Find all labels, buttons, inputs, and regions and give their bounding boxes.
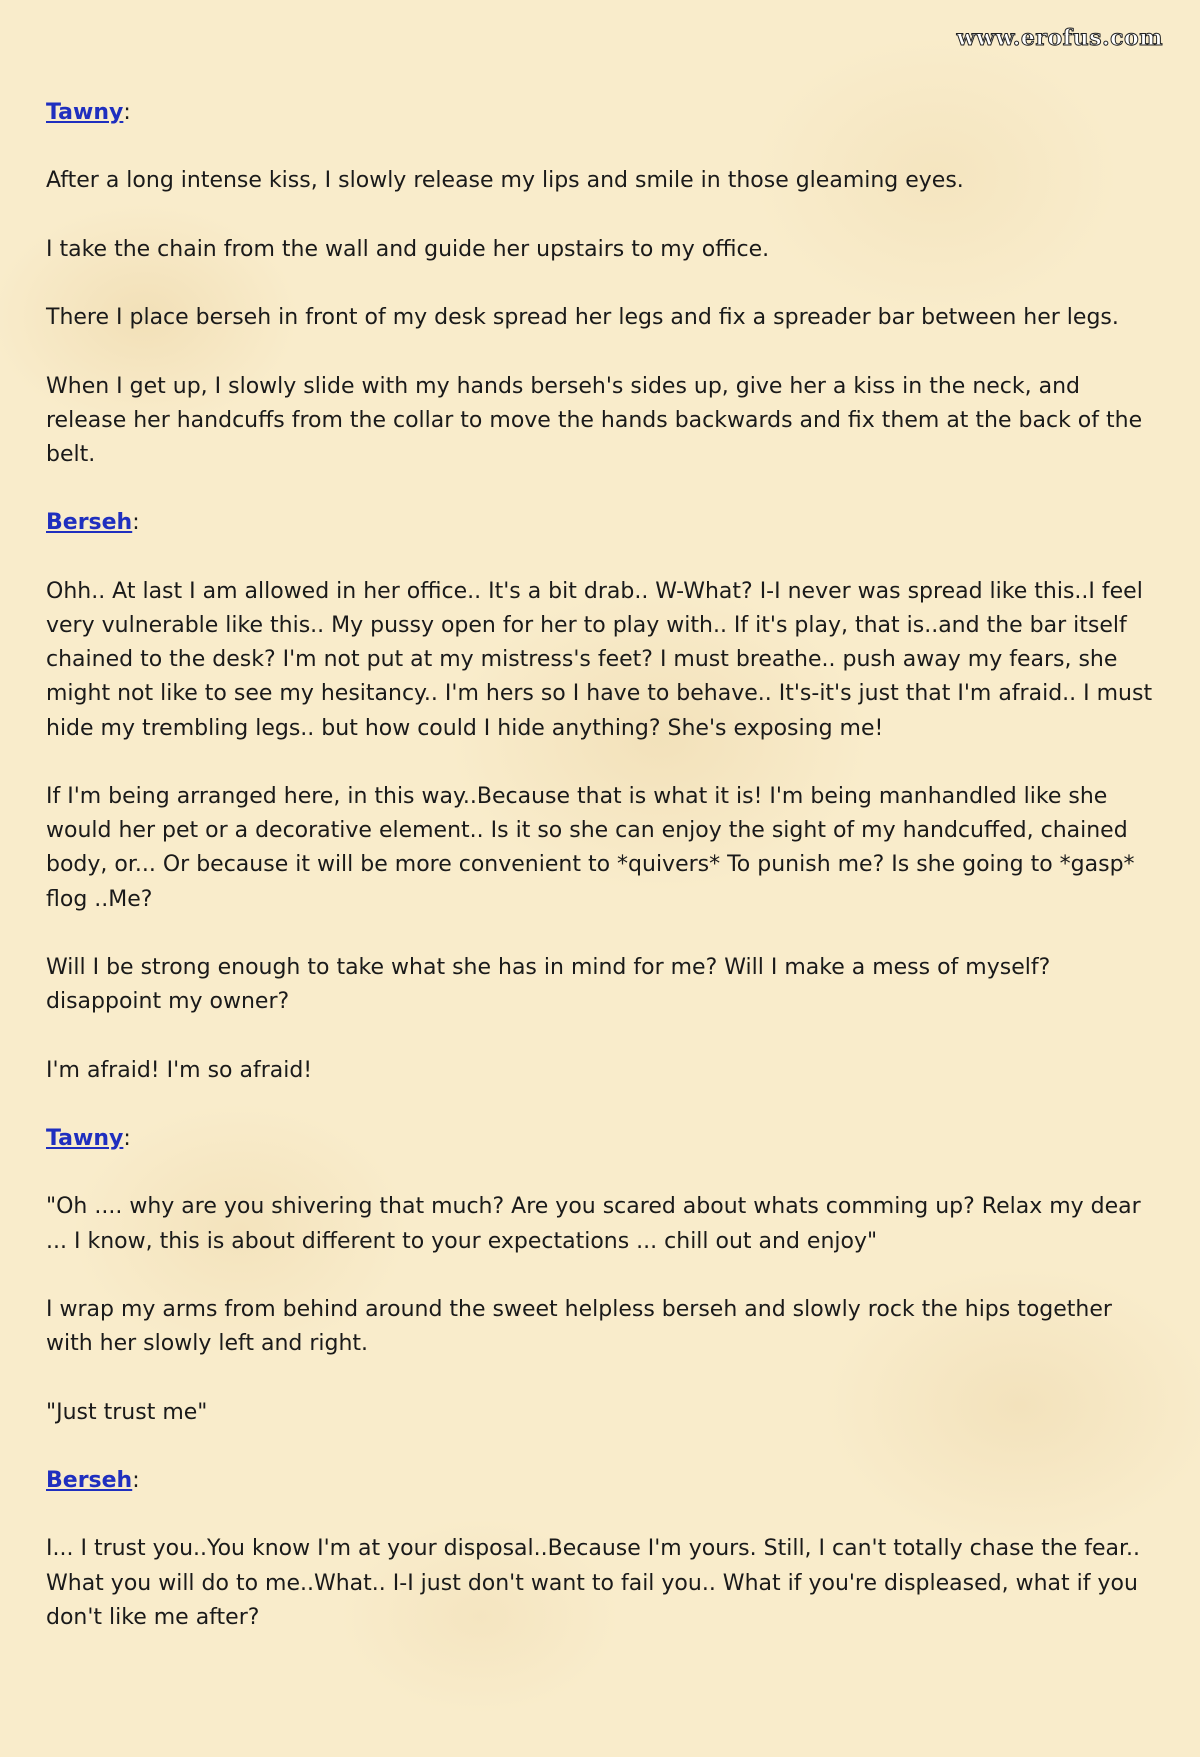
speaker-link[interactable]: Tawny <box>46 100 124 125</box>
narration-paragraph: I take the chain from the wall and guide her upstairs to my office. <box>46 236 770 262</box>
narration-paragraph: If I'm being arranged here, in this way..Because that is what it is! I'm being manhandled like she would her pet or a decorative element.. Is it so she can enjoy the sight of my handcuffed, chained body, or... Or because it will be more convenient to *quivers* To punish me? Is she going to *gasp* flog ..Me? <box>46 783 1135 912</box>
story-text <box>46 96 1156 1669</box>
speaker-heading-berseh <box>46 506 1156 540</box>
narration-paragraph: I wrap my arms from behind around the sweet helpless berseh and slowly rock the hips together with her slowly left and right. <box>46 1296 1112 1357</box>
speaker-colon: : <box>123 1125 131 1151</box>
speaker-link[interactable]: Berseh <box>46 510 133 536</box>
narration-paragraph: "Just trust me" <box>46 1399 208 1425</box>
narration-paragraph: "Oh .... why are you shivering that much? Are you scared about whats comming up? Relax my dear ... I know, this is about different to your expectations ... chill out and enjoy" <box>46 1194 1141 1254</box>
speaker-heading-tawny <box>46 96 1156 130</box>
speaker-heading-berseh <box>46 1464 1156 1498</box>
narration-paragraph: There I place berseh in front of my desk spread her legs and fix a spreader bar between her legs. <box>46 305 1119 331</box>
site-watermark: www.erofus.com <box>956 25 1163 51</box>
speaker-link[interactable]: Tawny <box>46 1125 124 1151</box>
speaker-colon: : <box>123 100 131 125</box>
narration-paragraph: When I get up, I slowly slide with my hands berseh's sides up, give her a kiss in the neck, and release her handcuffs from the collar to move the hands backwards and fix them at the back of the belt. <box>46 373 1143 467</box>
speaker-heading-tawny <box>46 1122 1156 1156</box>
narration-paragraph: I'm afraid! I'm so afraid! <box>46 1057 313 1083</box>
speaker-link[interactable]: Berseh <box>46 1467 133 1493</box>
speaker-colon: : <box>132 1467 140 1493</box>
narration-paragraph: Will I be strong enough to take what she has in mind for me? Will I make a mess of myself? disappoint my owner? <box>46 954 1051 1015</box>
narration-paragraph: I... I trust you..You know I'm at your disposal..Because I'm yours. Still, I can't totally chase the fear.. What you will do to me..What.. I-I just don't want to fail you.. What if you're displeased, what if you don't like me after? <box>46 1536 1141 1630</box>
narration-paragraph: Ohh.. At last I am allowed in her office.. It's a bit drab.. W-What? I-I never was spread like this..I feel very vulnerable like this.. My pussy open for her to play with.. If it's play, that is..and the bar itself chained to the desk? I'm not put at my mistress's feet? I must breathe.. push away my fears, she might not like to see my hesitancy.. I'm hers so I have to behave.. It's-it's just that I'm afraid.. I must hide my trembling legs.. but how could I hide anything? She's exposing me! <box>46 578 1153 741</box>
narration-paragraph: After a long intense kiss, I slowly release my lips and smile in those gleaming eyes. <box>46 168 964 194</box>
speaker-colon: : <box>132 510 140 536</box>
